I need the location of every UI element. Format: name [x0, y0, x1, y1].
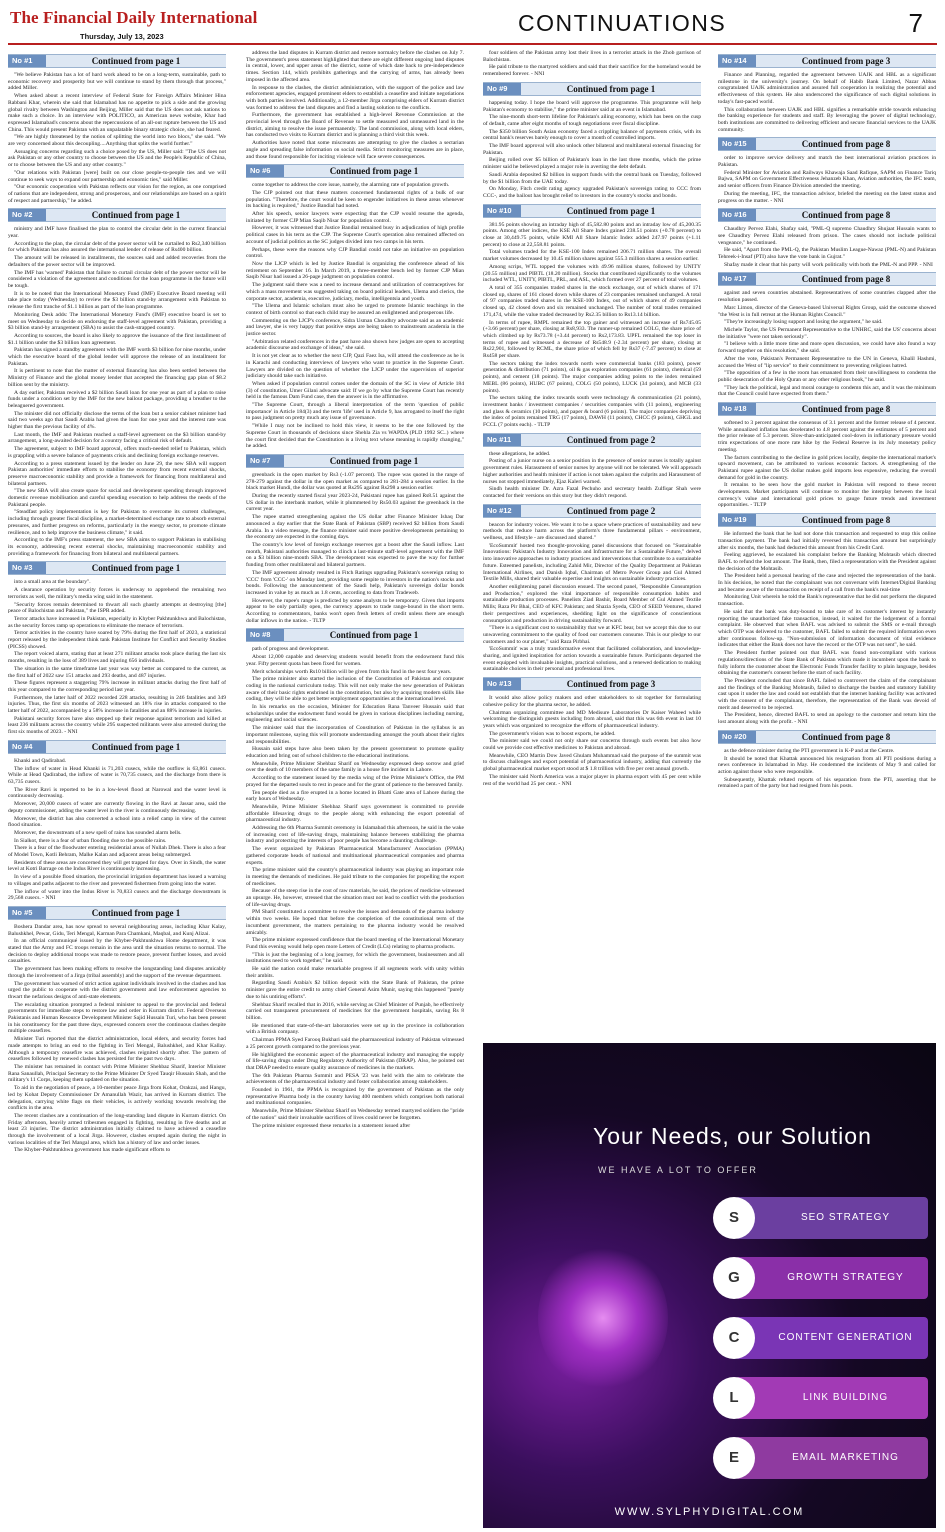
article-paragraph: Commenting on the LJCP's conference, Sidra Usman Choudhry advocate said as an academic and lawyer, she is very happy that positive steps are being taken to mainstream academia in the justice sector.: [246, 317, 464, 338]
article-paragraph: The President, hence, directed BAFL to send an apology to the customer and return him the lost amount along with the profit. - NNI: [718, 712, 936, 726]
continuation-number: No #9: [483, 83, 521, 95]
article-paragraph: ministry and IMF have finalised the plan to control the circular debt in the current financial year.: [8, 226, 226, 240]
continuation-number: No #13: [483, 678, 521, 690]
article-paragraph: Founded in 1961, the PPMA is recognized by the government of Pakistan as the only representative Pharma body in the country having 400 members which comprises both national and multinational companies.: [246, 1087, 464, 1107]
column-4: [718, 50, 936, 1040]
continuation-header: [483, 677, 701, 691]
article-paragraph: In response to the clashes, the district administration, with the support of the police and law enforcement agencies, engaged prominent elders to establish a ceasefire and initiate negotiations with both parties involved. Additionally, a 12-member Jirga comprising elders of Kurram district was formed to address the land disputes and find a lasting solution to the conflicts.: [246, 84, 464, 111]
ad-service-item[interactable]: [713, 1191, 928, 1245]
article-paragraph: It should be noted that Khattak announced his resignation from all PTI positions during a news conference in Islamabad in May. He condemned the incidents of May 9 and called for action against those who were responsible.: [718, 755, 936, 775]
masthead-rule: [8, 43, 937, 45]
article-paragraph: Feeling aggrieved, he escalated his complaint before the Banking Mohtasib which directed BAFL to refund the lost amount. The Bank, then, filed a representation with the President against the decision of the Mohtasib.: [718, 552, 936, 572]
article-paragraph: Minister Turi reported that the district administration, local elders, and security forces had made attempts to bring an end to the fighting in Teri Mengal, Balushkhel, and Khar Kallay. Although a temporary ceasefire was achieved, clashes reignited shortly after. The pattern of ceasefires followed by renewed clashes has persisted for the past two days.: [8, 1036, 226, 1063]
continuation-source: Continued from page 1: [46, 741, 226, 753]
article-paragraph: 381.95 points showing an intraday high of 45,582.80 points and an intraday low of 45,200.35 points. Among other indices, the KSE All Share Index gained 238.51 points (+0.78 percent) to close at 30,449.75 points, while KMI All Share Islamic Index added 247.97 points (+1.11 percent) to close at 22,558.81 points.: [483, 221, 701, 248]
article-paragraph: these allegations, he added.: [489, 450, 551, 457]
article-paragraph: "Our relations with Pakistan [were] built on our close people-to-people ties and we will continue to seek ways to expand our partnership and economic ties," said Miller.: [8, 169, 226, 183]
article-paragraph: Terror attacks have increased in Pakistan, especially in Khyber Pakhtunkhwa and Balochistan, as the security forces ramp up operations to eliminate the menace of terrorism.: [8, 615, 226, 629]
article-paragraph: Meanwhile, Prime Minister Shehbaz Sharif on Wednesday termed martyred soldiers the "pride of the nation" said their invaluable sacrifices of lives could never be forgotten.: [246, 1108, 464, 1121]
article-paragraph: "We believe Pakistan has a lot of hard work ahead to be on a long-term, sustainable, path to economic recovery and prosperity but we will continue to stand by them through that process," added Miller.: [8, 72, 226, 92]
ad-service-item[interactable]: [713, 1311, 928, 1365]
continuation-number: No #4: [8, 741, 46, 753]
ad-service-label: CONTENT GENERATION: [778, 1332, 913, 1343]
article-paragraph: The agreement, subject to IMF board approval, offers much-needed relief to Pakistan, which is grappling with a severe balance of payments crisis and declining foreign exchange reserves.: [8, 446, 226, 459]
article-paragraph: Federal Minister for Aviation and Railways Khawaja Saad Rafique, SAPM on Finance Tariq Bajwa, SAPM on Government Effectiveness Jehanzeb Khan, Aviation authorities, the IFC team, and senior officers from Finance Division attended the meeting.: [718, 169, 936, 190]
continuation-source: Continued from page 8: [756, 403, 936, 415]
article-paragraph: However, the rupee's range is predicted by some analysts to be temporary. Given that imports appear to be only partially open, the currency appears to trade range-bound in the short term. According to commentators, banks won't open fresh letters of credit unless there are enough dollar inflows in the nation. - TLTP: [246, 597, 464, 624]
article-paragraph: A day earlier, Pakistan received a $2 billion Saudi loan for one year as part of a plan to raise funds under a condition set by the IMF for the new bailout package, providing a breather to the beleaguered government.: [8, 389, 226, 409]
article-paragraph: Authorities have noted that some miscreants are attempting to give the clashes a sectarian angle and spreading false information on social media. Strict monitoring measures are in place, and those found responsible for inciting violence will face severe consequences.: [246, 140, 464, 160]
article-paragraph: Merit scholarships worth Rs10 billion will be given from this fund in the next four years.: [252, 668, 452, 675]
article-paragraph: The Khyber-Pakhtunkhwa government has made significant efforts to: [14, 1147, 171, 1154]
article-paragraph: The IMF agreement already resulted in Fitch Ratings upgrading Pakistan's sovereign rating to 'CCC' from 'CCC-' on Monday last, providing some respite to investors in the nation's stocks and bonds. Following the announcement of the Saudi help, Pakistan's sovereign dollar bonds increased in value by as much as 1.8 cents, according to data from Tradeweb.: [246, 569, 464, 596]
ad-service-label: EMAIL MARKETING: [792, 1452, 899, 1463]
continuation-number: No #1: [8, 55, 46, 67]
article-paragraph: On Monday, Fitch credit rating agency upgraded Pakistan's sovereign rating to CCC from CCC-, and the bailout has brought relief to investors in the country's stocks and bonds.: [483, 186, 701, 199]
continuation-header: [483, 433, 701, 447]
article-paragraph: Posting of a junior nurse on a senior position in the presence of senior nurses is totally against government rules. Harassment of senior nurses by anyone will not be tolerated. We will approach higher authorities and health minister if action is not taken against the culprits and Harassment of nurses not stopped immediately, Ejaz Kaleri warned.: [483, 458, 701, 485]
ad-service-letter: E: [713, 1437, 755, 1479]
article-paragraph: According to the plan, the circular debt of the power sector will be curtailed to Rs2,340 billion for which Pakistan has also assured the international lender of release of Rs400 billion.: [8, 240, 226, 254]
article-paragraph: These figures represent a staggering 79% increase in militant attacks during the first half of this year compared to the corresponding period last year.: [8, 680, 226, 693]
article-paragraph: Ten people died as a fire erupted in a home located in Bhatti Gate area of Lahore during the early hours of Wednesday.: [246, 789, 464, 803]
article-paragraph: It would also allow policy makers and other stakeholders to sit together for formulating cohesive policy for the pharma sector, he added.: [483, 695, 701, 708]
continuation-header: [483, 204, 701, 218]
article-paragraph: About 12,000 capable and deserving students would benefit from the endowment fund this year. Fifty percent quota has been fixed for women.: [246, 654, 464, 667]
article-paragraph: The minister said we could not only share our concerns through such events but also how could we provide cost effective medicines to Pakistan and abroad.: [483, 738, 701, 752]
article-paragraph: Meanwhile, CEO Martin Dow Javed Ghulam Muhammad said the purpose of the summit was to discuss challenges and export potential of pharmaceutical industry, adding that currently the global pharmaceutical market export stood at $ 1.8 trillion with five per cent annual growth.: [483, 752, 701, 773]
ad-subtitle: WE HAVE A LOT TO OFFER: [598, 1165, 758, 1175]
continuation-source: Continued from page 8: [756, 273, 936, 285]
article-paragraph: The recent clashes are a continuation of the long-standing land dispute in Kurram district. On Friday afternoon, heavily armed tribesmen engaged in fighting, resulting in five deaths and at least 23 injuries. The district administration initially claimed to have achieved a ceasefire through the involvement of a local Jirga. However, clashes erupted again during the night in various localities of the Teri Mangal area, which has a history of law and order issues.: [8, 1112, 226, 1146]
article-paragraph: The government has been making efforts to resolve the longstanding land disputes amicably through the involvement of a Jirga (tribal assembly) and the support of the revenue department.: [8, 966, 226, 979]
article-paragraph: He said, "Apart from the PML-Q, the Pakistan Muslim League-Nawaz (PML-N) and Pakistan Tehreek-i-Insaf (PTI) also have the vote bank in Gujrat.": [718, 247, 936, 261]
continuation-number: No #11: [483, 434, 521, 446]
article-paragraph: "We are highly threatened by the notion of splitting the world into two blocs," she said. "We are very concerned about this decoupling....Anything that splits the world further.": [8, 134, 226, 148]
article-paragraph: The IMF board approval will also unlock other bilateral and multilateral external financing for Pakistan.: [483, 143, 701, 156]
article-paragraph: Marc Limon, director of the Geneva-based Universal Rights Group, said the outcome showed "the West is in full retreat at the Human Rights Council.": [718, 304, 936, 318]
article-paragraph: "Arbitration related conferences in the past have also shown how judges are open to accepting academic discourse and exchange of ideas," she said.: [246, 338, 464, 352]
continuation-source: Continued from page 1: [521, 83, 701, 95]
article-paragraph: "Steadfast policy implementation is key for Pakistan to overcome its current challenges, including through greater fiscal discipline, a market-determined exchange rate to absorb external pressures, and further progress on reforms, particularly in the energy sector, to promote climate resilience, and to help improve the business climate," it said.: [8, 509, 226, 536]
ad-service-item[interactable]: [713, 1371, 928, 1425]
ad-glow-graphic: [538, 1243, 668, 1393]
article-paragraph: When asked about a recent interview of Federal State for Foreign Affairs Minister Hina Rabbani Khar, wherein she said that Islamabad has no appetite to pick a side and the growing global rivalry between Washington and Beijing, Miller said that the US does not ask nations to make such a choice. In an interview with POLITICO, an American news website, Khar had expressed Islamabad's concerns about the repercussions of an all-out rupture between the US and China. This would present Pakistan with an unpalatable binary strategic choice, she had feared.: [8, 93, 226, 133]
continuation-source: Continued from page 8: [756, 209, 936, 221]
article-paragraph: Finance and Planning, regarded the agreement between UAJK and HBL as a significant milestone in the university's journey. On behalf of Habib Bank Limited, Nazar Abbas congratulated UAJK administration and assured full cooperation in realizing the potential and effectiveness of this system. He also underscored the significance of such digital solutions in today's fast-paced world.: [718, 72, 936, 105]
article-paragraph: Moreover, the district has also converted a school into a relief camp in view of the current flood situation.: [8, 815, 226, 829]
article-paragraph: It is not yet clear as to whether the next CJP, Qazi Faez Isa, will attend the conference as he is in Karachi and conducting interviews of lawyers who want to practice in the Supreme Court. Lawyers are divided on the question of whether the LJCP under the supervision of superior judiciary should take such initiative.: [246, 353, 464, 380]
article-paragraph: Khanki and Qadirabad.: [14, 757, 67, 764]
article-paragraph: Meanwhile, Prime Minister Shehbaz Sharif on Wednesday expressed deep sorrow and grief over the death of 10 members of the same family in a house fire incident in Lahore.: [246, 760, 464, 774]
article-paragraph: He paid tribute to the martyred soldiers and said that their sacrifice for the homeland would be remembered forever. - NNI: [483, 64, 701, 78]
column-1: [8, 50, 226, 1524]
continuation-number: No #20: [718, 731, 756, 743]
article-paragraph: Chaudhry Pervez Elahi, Shafay said, "PML-Q supremo Chaudhry Shujaat Hussain wants to see Chaudhry Pervez Elahi released from prison. The cases should not include political vengeance," he continued.: [718, 226, 936, 246]
continuation-source: Continued from page 2: [521, 434, 701, 446]
continuation-header: [246, 628, 464, 642]
article-paragraph: The sectors taking the index towards north were commercial banks (183 points), power generation & distribution (71 points), oil & gas exploration companies (61 points), chemical (59 points), and cement (18 points). The major companies adding points to the index remained MEBL (86 points), HUBC (67 points), COLG (50 points), LUCK (34 points), and MCB (33 points).: [483, 360, 701, 394]
masthead-date: Thursday, July 13, 2023: [80, 32, 164, 41]
article-paragraph: According to the IMF's press statement, the new SBA aims to support Pakistan in stabilising its economy, addressing recent external shocks, maintaining macroeconomic stability and providing a framework for financing from bilateral and multilateral partners.: [8, 537, 226, 557]
article-paragraph: The nine-month short-term lifeline for Pakistan's ailing economy, which has been on the cusp of default, came after eight months of tough negotiations over fiscal discipline.: [483, 114, 701, 127]
article-paragraph: "They're increasingly losing support and losing the argument," he said.: [724, 319, 883, 326]
article-paragraph: The inflow of water in Head Khanki is 71,203 cusecs, while the outflow is 63,861 cusecs. While at Head Qadirabad, the inflow of water is 70,735 cusecs, and the discharge from there is 63,735 cusecs.: [8, 765, 226, 785]
continuation-source: Continued from page 1: [46, 209, 226, 221]
ad-service-item[interactable]: [713, 1251, 928, 1305]
article-paragraph: against and seven countries abstained. Representatives of some countries clapped after the resolution passed.: [718, 290, 936, 304]
ad-service-item[interactable]: [713, 1431, 928, 1485]
article-paragraph: He highlighted the economic aspect of the pharmaceutical industry and managing the supply of life-saving drugs under Drug Regulatory Authority of Pakistan (DRAP). Also, he pointed out that DRAP needed to ensure quality assurance of medicines in the markets.: [246, 1051, 464, 1071]
article-paragraph: Now the LJCP which is led by Justice Bandial is organizing the conference ahead of his retirement on September 16. In March 2019, a three-member bench led by former CJP Mian Saqib Nisar had issued a 26-page judgment on population control.: [246, 260, 464, 281]
article-paragraph: During the recently started fiscal year 2023-24, Pakistani rupee has gained Rs8.51 against the US dollar in the interbank market, while it plummeted by Rs50.03 against the greenback in the current year.: [246, 493, 464, 513]
article-paragraph: The rupee started strengthening against the US dollar after Finance Minister Ishaq Dar announced a day earlier that the State Bank of Pakistan (SBP) received $2 billion from Saudi Arabia. In a video message, the finance minister said more positive developments pertaining to the economy are expected in the coming days.: [246, 514, 464, 541]
continuation-number: No #14: [718, 55, 756, 67]
article-paragraph: He said the nation could make remarkable progress if all segments work with unity within their ambits.: [246, 966, 464, 979]
article-paragraph: The factors contributing to the decline in gold prices locally, despite the international market's upward movement, can be attributed to various economic factors. A strengthening of the Pakistani rupee against the US dollar makes gold imports less expensive, reducing the overall demand for gold in the country.: [718, 454, 936, 481]
article-paragraph: Furthermore, the government has established a high-level Revenue Commission at the provincial level through the Board of Revenue to settle measured and unmeasured land in the district, aiming to resolve the issue permanently. The land commission, along with local elders, has conducted two visits to Kurram district and is planning a third visit this week.: [246, 112, 464, 139]
continuation-source: Continued from page 8: [756, 514, 936, 526]
article-paragraph: Sindh health minister Dr. Azra Fazal Pechuho and secretary health Zulfiqar Shah were contacted for their versions on this story but they didn't respond.: [483, 486, 701, 499]
continuation-number: No #12: [483, 505, 521, 517]
continuation-number: No #15: [718, 138, 756, 150]
ad-service-letter: L: [713, 1377, 755, 1419]
article-paragraph: PM Sharif constituted a committee to resolve the issues and demands of the pharma industry within two weeks. He hoped that before the completion of the constitutional term of the incumbent government, the matters pertaining to the pharma industry would be resolved amicably.: [246, 909, 464, 936]
article-paragraph: The minister has remained in contact with Prime Minister Shehbaz Sharif, Interior Minister Rana Sanaullah, Principal Secretary to the Prime Minister Dr Syed Tauqir Hussain Shah, and the military's 11 Corps, keeping them updated on the situation.: [8, 1064, 226, 1084]
article-paragraph: The CJP pointed out that these matters concerned fundamental rights of a bulk of our population. "Therefore, the court would be keen to engender initiatives in these areas whenever its backing is required," Justice Bandial had noted.: [246, 189, 464, 210]
continuation-source: Continued from page 1: [46, 55, 226, 67]
article-paragraph: The prime minister expressed these remarks in a statement issued after: [252, 1122, 411, 1129]
article-paragraph: However, it was witnessed that Justice Bandial remained busy in adjudication of high profile political cases in his term as the CJP. The Supreme Court's operation also remained affected on account of judicial politics as the SC judges divided into two camps in his term.: [246, 225, 464, 245]
article-paragraph: The 6th Pakistan Pharma Summit and PESA '23 was held with the aim to celebrate the achievements of the pharmaceutical industry and foster collaboration among stakeholders.: [246, 1072, 464, 1086]
article-paragraph: path of progress and development.: [252, 646, 330, 653]
article-paragraph: four soldiers of the Pakistan army lost their lives in a terrorist attack in the Zhob garrison of Balochistan.: [483, 50, 701, 63]
article-paragraph: Boshera Dandar area, has now spread to several neighbouring areas, including Khar Kalay, Balushkhel, Pewar, Gidu, Teri Mengal, Karman Para Chamkani, Maqbal, and Kunj Alizai.: [8, 923, 226, 937]
continuation-header: [483, 82, 701, 96]
masthead: [8, 6, 937, 42]
continuation-header: [8, 208, 226, 222]
article-paragraph: 'EcoSummit' was a truly transformative event that facilitated collaboration, and knowledge-sharing, and ignited inspiration for action towards a sustainable future. Participants departed the event equipped with invaluable insights, practical solutions, and a renewed dedication to making sustainable choices in their personal and professional lives.: [483, 646, 701, 673]
continuation-header: [8, 740, 226, 754]
article-paragraph: The government has warned of strict action against individuals involved in the clashes and has urged the public to cooperate with the district government and law enforcement agencies to thwart the nefarious designs of anti-state elements.: [8, 980, 226, 1000]
article-paragraph: The $350 billion South Asian economy faced a crippling balance of payments crisis, with its central bank's reserves barely enough to cover a month of controlled imports.: [483, 128, 701, 142]
article-paragraph: The situation in the same timeframe last year was way better as compared to the current, as the first half of 2022 saw 151 attacks and 293 deaths, and 487 injuries.: [8, 665, 226, 679]
article-paragraph: In his remarks on the occasion, Minister for Education Rana Tanveer Hussain said that scholarships under the endowment fund would be given in various disciplines including nursing, engineering and social sciences.: [246, 704, 464, 724]
article-paragraph: order to improve service delivery and match the best international aviation practices in Pakistan.: [718, 155, 936, 169]
article-paragraph: "There is a significant cost to sustainability that we at KFC bear, but we accept this due to our unwavering commitment to the quality of food our customers consume. This is our pledge to our customers and to our planet," said Raza Pirbhai.: [483, 625, 701, 645]
article-paragraph: happening today. I hope the board will approve the programme. This programme will help Pakistan's economy to stabilise," the prime minister said at an event in Islamabad.: [483, 99, 701, 113]
continuation-number: No #6: [246, 165, 284, 177]
article-paragraph: After his speech, senior lawyers were expecting that the CJP would resume the agenda, initiated by former CJP Mian Saqib Nisar for population control.: [246, 211, 464, 224]
article-paragraph: The IMF has 'warned' Pakistan that failure to curtail circular debt of the power sector will be considered a violation of the agreement and conditions for the loan programme in the future will be tough.: [8, 269, 226, 289]
article-paragraph: Last month, the IMF and Pakistan reached a staff-level agreement on the $3 billion stand-by arrangement, a long-awaited decision for a country facing a critical risk of default.: [8, 431, 226, 445]
ad-service-letter: G: [713, 1257, 755, 1299]
article-paragraph: Monitoring Unit wherein he told the Bank's representative that he did not perform the disputed transaction.: [718, 594, 936, 608]
continuation-source: Continued from page 3: [521, 678, 701, 690]
continuation-source: Continued from page 1: [284, 629, 464, 641]
article-paragraph: He informed the bank that he had not done this transaction and requested to stop this online transaction payment. The bank had initially reversed this transaction amount but surprisingly after six months, the bank had deducted this amount from his Credit Card.: [718, 531, 936, 551]
ad-service-label: LINK BUILDING: [802, 1392, 889, 1403]
article-paragraph: Because of the steep rise in the cost of raw materials, he said, the prices of medicine witnessed an upsurge. He, however, stressed that the situation must not lead to conflict with the production of life-saving drugs.: [246, 888, 464, 908]
advertisement[interactable]: [483, 1043, 936, 1528]
article-paragraph: Residents of these areas are concerned they will get trapped for days. Over in Sindh, the water level at Kotri Barrage on the Indus River is continuously increasing.: [8, 859, 226, 873]
article-paragraph: Meanwhile, Prime Minister Shehbaz Sharif says government is committed to provide affordable lifesaving drugs to the people along with enhancing the export potential of pharmaceutical industry.: [246, 803, 464, 824]
continuation-header: [246, 454, 464, 468]
continuation-number: No #5: [8, 907, 46, 919]
article-paragraph: Chairman PPMA Syed Farooq Bukhari said the pharmaceutical industry of Pakistan witnessed a 25 percent growth compared to the previous year.: [246, 1037, 464, 1050]
continuation-source: Continued from page 1: [46, 907, 226, 919]
article-paragraph: Chairman organizing committee and MD Medisure Laboratories Dr Kaiser Waheed while welcoming the distinguish guests including from abroad, said that this was 6th event in last 10 years which was organized to recognize the efforts of pharmaceutical industry.: [483, 709, 701, 729]
article-paragraph: "While I may not be inclined to hold this view, it seems to be the one followed by the Supreme Court in thousands of decisions since Shehla Zia vs WAPDA (PLD 1992 SC..) where the court first decided that the Constitution is a living text whose meaning is rapidly changing," he added.: [246, 423, 464, 450]
continuation-source: Continued from page 1: [284, 165, 464, 177]
continuation-number: No #7: [246, 455, 284, 467]
article-paragraph: "I believe with a little more time and more open discussion, we could have also found a way forward together on this resolution," she said.: [718, 341, 936, 355]
article-paragraph: Moreover, 20,000 cusecs of water are currently flowing in the Ravi at Jassar area, said the deputy commissioner, adding the water level in the river is continuously decreasing.: [8, 801, 226, 814]
article-paragraph: It is pertinent to note that the matter of external financing has also been settled between the Ministry of Finance and the global money lender that accepted the financing gap plan of $8.2 billion sent by the ministry.: [8, 368, 226, 388]
article-paragraph: Assuaging concerns regarding such a choice posed by the US, Miller said: "The US does not ask Pakistan or any other country to choose between the US and the People's Republic of China, or to choose between the US and any other country.": [8, 148, 226, 169]
article-paragraph: According to sources, the board is also likely to approve the issuance of the first installment of $1.1 billion under the $3 billion loan agreement.: [8, 332, 226, 346]
article-paragraph: A clearance operation by security forces is underway to apprehend the remaining two terrorists as well, the military's media wing said in the statement.: [8, 587, 226, 600]
continuation-source: Continued from page 8: [756, 138, 936, 150]
continuation-header: [8, 561, 226, 575]
article-paragraph: Monitoring Desk adds: The International Monetary Fund's (IMF) executive board is set to meet on Wednesday to decide on endorsing the staff-level agreement with Pakistan, providing a $3 billion stand-by arrangement (SBA) to assist the cash-strapped country.: [8, 311, 226, 332]
ad-service-label: SEO STRATEGY: [800, 1212, 891, 1223]
article-paragraph: Addressing the 6th Pharma Summit ceremony in Islamabad this afternoon, he said in the wake of increasing cost of life-saving drugs, maintaining balance between stabilizing the pharma industry and protecting the interests of poor people has become a daunting challenge.: [246, 825, 464, 845]
article-paragraph: In terms of rupee, RMPL remained the top gainer and witnessed an increase of Rs745.05 (+3.66 percent) per share, closing at Rs8,933. The runner-up remained COLG, the share price of which climbed up by Rs73.78 (+3.44 percent) to Rs2,173.83. UPFL remained the top loser in terms of rupee and witnessed a decrease of Rs548.9 (-2.34 percent) per share, closing at Rs22,901, followed by RCML, the share price of which fell by Rs37 (-7.47 percent) to close at Rs458 per share.: [483, 319, 701, 360]
article-paragraph: Saudi Arabia deposited $2 billion in support funds with the central bank on Tuesday, followed by the $1 billion from the UAE today.: [483, 171, 701, 185]
article-paragraph: "The new SBA will also create space for social and development spending through improved domestic revenue mobilisation and careful spending execution to help address the needs of the Pakistani people.: [8, 488, 226, 508]
article-paragraph: A total of 355 companies traded shares in the stock exchange, out of which shares of 171 closed up, shares of 161 closed down while shares of 23 companies remained unchanged. A total of 97 companies traded shares in the KSE-100 Index, out of which shares of 49 companies closed up, 42 closed down and six remained unchanged. The number of total trades remained 171,474, while the value traded decreased by Rs2.35 billion to Rs13.14 billion.: [483, 284, 701, 318]
ad-service-list: [713, 1191, 928, 1491]
article-paragraph: The River Ravi is reported to be in a low-level flood at Narowal and the water level is continuously decreasing.: [8, 786, 226, 800]
article-paragraph: The prime minister expressed confidence that the board meeting of the International Monetary Fund this evening would help open more Letters of Credit (LCs) relating to pharma products.: [246, 937, 464, 950]
article-paragraph: The event organized by Pakistan Pharmaceutical Manufacturers' Association (PPMA) gathered corporate heads of national and multinational pharmaceutical companies and pharma experts.: [246, 846, 464, 866]
article-paragraph: The President held a personal hearing of the case and rejected the representation of the bank. In his decision, he noted that the complainant was not conversant with Internet/Digital Banking and became aware of the transaction on receipt of a call from the bank's real-time: [718, 573, 936, 593]
article-paragraph: Pakistani security forces have also stepped up their response against terrorism and killed at least 236 militants across the country while 295 suspected militants were also arrested during the first six months of 2023. - NNI: [8, 715, 226, 736]
article-paragraph: Perhaps, these were the reasons why CJP Bandial could not take an initiative on population control.: [246, 246, 464, 260]
continuation-header: [718, 137, 936, 151]
article-paragraph: The President further pointed out that BAFL was found non-compliant with various regulations/directions of the State Bank of Pakistan which made it incumbent upon the bank to fully inform the customer about the Electronic Funds Transfer facility to plain language, besides obtaining the customer's consent before the start of such facility.: [718, 650, 936, 677]
continuation-number: No #3: [8, 562, 46, 574]
article-paragraph: Beijing rolled over $5 billion of Pakistan's loan in the last three months, which the prime minister said he believed played a major role in averting the debt default.: [483, 157, 701, 171]
page-number: 7: [908, 8, 923, 38]
article-paragraph: The government's vision was to boost exports, he added.: [489, 730, 616, 737]
continuation-number: No #19: [718, 514, 756, 526]
article-paragraph: In Sialkot, there is a fear of urban flooding due to the possible rains.: [14, 837, 167, 844]
article-paragraph: come together to address the core issue, namely, the alarming rate of population growth.: [252, 182, 450, 189]
article-paragraph: as the defence minister during the PTI government in K-P and at the Centre.: [724, 747, 895, 754]
article-paragraph: The judgment said there was a need to increase demand and utilization of contraceptives for which a mass movement was suggested taking on board political leaders, Ulema and clerics, the corporate sector, academia, executive, judiciary, media, intelligentsia and youth.: [246, 282, 464, 302]
ad-service-label: GROWTH STRATEGY: [787, 1272, 904, 1283]
article-paragraph: In an official communiqué issued by the Khyber-Pakhtunkhwa Home department, it was stated that the Army and FC troops remain in the area until the situation returns to normal. The decision to deploy additional troops was made to restore peace, prevent further losses, and avoid casualties.: [8, 938, 226, 965]
continuation-number: No #10: [483, 205, 521, 217]
continuation-header: [718, 402, 936, 416]
article-paragraph: Shehbaz Sharif recalled that in 2016, while serving as Chief Minister of Punjab, he effectively carried out transparent procurement of medicines for the government hospitals, saving Rs 8 billion.: [246, 1001, 464, 1021]
article-paragraph: According to a press statement issued by the lender on June 29, the new SBA will support Pakistan authorities' immediate efforts to stabilise the economy from recent external shocks, preserve macroeconomic stability and provide a framework for financing from multilateral and bilateral partners.: [8, 460, 226, 487]
continuation-header: [246, 164, 464, 178]
continuation-header: [8, 906, 226, 920]
article-paragraph: 'EcoSummit' hosted two thought-provoking panel discussions that focused on "Sustainable Innovations: Pakistan's Industry Innovation and Infrastructure for a Sustainable Future," delved into innovative approaches to industry practices and interventions that contribute to a sustainable future. Esteemed panelists, including Zahid Mir, Director of the Quality Department at Pakistan International Airlines, and Danish Iqbal, Chairman of Metro Power Group and Gul Ahmed Textile Mills, shared their valuable expertise and insights on sustainable industry practices.: [483, 542, 701, 583]
article-paragraph: The prime minister also started the inclusion of the Constitution of Pakistan and computer coding in the national curriculum today. This will not only make the new generation of Pakistan aware of their basic rights enshrined in the constitution, but also by acquiring modern skills like coding, they will be able to get better employment opportunities at the international level.: [246, 676, 464, 703]
article-paragraph: The minister said that the incorporation of Constitution of Pakistan in the syllabus is an important milestone, saying this will promote understanding amongst the youth about their rights and responsibilities.: [246, 725, 464, 745]
continuation-header: [8, 54, 226, 68]
continuation-number: No #18: [718, 403, 756, 415]
continuation-number: No #16: [718, 209, 756, 221]
article-paragraph: The minister did not officially disclose the terms of the loan but a senior cabinet minister had said two weeks ago that Saudi Arabia had given the loan for one year and the interest rate was higher than the previous facility of 4%.: [8, 410, 226, 431]
article-paragraph: The amount will be released in installments, the sources said and added recoveries from the defaulters of the power sector will be improved.: [8, 255, 226, 268]
ad-url[interactable]: WWW.SYLPHYDIGITAL.COM: [614, 1506, 805, 1518]
article-paragraph: It remains to be seen how the gold market in Pakistan will respond to these recent developments. Market participants will continue to monitor the interplay between the local currency's value and international gold prices to gauge future trends and investment opportunities. - TLTP: [718, 482, 936, 509]
section-title: CONTINUATIONS: [518, 10, 727, 36]
article-paragraph: Michele Taylor, the US Permanent Representative to the UNHRC, said the US' concerns about the initiative "were not taken seriously".: [718, 326, 936, 340]
article-paragraph: During the meeting, IFC, the transaction advisor, briefed the meeting on the latest status and progress on the matter. - NNI: [718, 190, 936, 204]
article-paragraph: The sectors taking the index towards south were technology & communication (21 points), investment banks / investment companies / securities companies with (11 points), engineering and glass & ceramics (10 points), and paper & board (6 points). The major companies depriving the index of points remained TRG (17 points), DAWH (11 points), CHCC (9 points), GHGL and FCCL (7 points each). - TLTP: [483, 395, 701, 429]
article-paragraph: The report voiced alarm, stating that at least 271 militant attacks took place during the last six months, resulting in the loss of 389 lives and injuring 656 individuals.: [8, 651, 226, 665]
continuation-source: Continued from page 8: [756, 731, 936, 743]
article-paragraph: To aid in the negotiation of peace, a 10-member peace Jirga from Kohat, Orakzai, and Hangu, led by Kohat Deputy Commissioner Dr Amanullah Wazir, has arrived in Kurram district. The delegation, carrying white flags on their vehicles, is actively working towards resolving the conflicts in the area.: [8, 1085, 226, 1112]
article-paragraph: There is a fear of the floodwater entering residential areas of Nullah Dhek. There is also a fear of Model Town, Kotli Behram, Malke Kalan and adjacent areas being submerged.: [8, 845, 226, 859]
article-paragraph: The prime minister said the country's pharmaceutical industry was playing an important role in meeting the demands of medicines. He paid tribute to the companies for propelling the export of medicines.: [246, 867, 464, 887]
continuation-number: No #17: [718, 273, 756, 285]
article-paragraph: "The opposition of a few in the room has emanated from their unwillingness to condemn the public desecration of the Holy Quran or any other religious book," he said.: [718, 370, 936, 383]
article-paragraph: The country's low level of foreign exchange reserves got a boost after the Saudi inflow. Last month, Pakistani authorities managed to clinch a last-minute staff-level agreement with the IMF on a $3 billion nine-month SBA. The development was expected to pave the way for further funding from other multilateral and bilateral partners.: [246, 542, 464, 569]
article-paragraph: "The Ulema and Islamic scholars must also be urged to promote Islamic teachings in the context of birth control so that each child may be assured an enlightened and prosperous life.: [246, 303, 464, 316]
article-paragraph: "Security forces remain determined to thwart all such ghastly attempts at destroying [the] peace of Balochistan and Pakistan," the ISPR added.: [8, 601, 226, 615]
column-3: [483, 50, 701, 1040]
article-paragraph: Among scrips, WTL topped the volumes with 49.96 million shares, followed by UNITY (20.55 million) and PIBTL (18.20 million). Stocks that contributed significantly to the volumes included WTL, UNITY, PIBTL, PRL, and ASL, which formed over 27 percent of total volumes.: [483, 263, 701, 284]
article-paragraph: into a small area at the boundary".: [14, 579, 91, 586]
masthead-title: The Financial Daily International: [10, 8, 258, 27]
continuation-header: [718, 730, 936, 744]
continuation-number: No #8: [246, 629, 284, 641]
continuation-source: Continued from page 1: [284, 455, 464, 467]
article-paragraph: It is to be noted that the International Monetary Fund (IMF) Executive Board meeting will take place today (Wednesday) to review the $3 billion stand-by arrangement with Pakistan to release the first tranche of $1.1 billion as part of the loan programme.: [8, 290, 226, 311]
article-paragraph: He said that the bank was duty-bound to take care of its customer's interest by instantly reporting the unauthorized fake transaction, instead, it waited for the lodgement of a formal complaint. He observed that when BAFL was advised to submit the SMS or e-mail through which OTP was delivered to the customer, BAFL failed to submit the required information even after continuous follow-up. "Non-submission of information document of vital evidence indicates that either the Bank does not have the record or the OTP was not sent", he said.: [718, 608, 936, 649]
article-paragraph: According to the statement issued by the media wing of the Prime Minister's Office, the PM prayed for the departed souls to rest in peace and for the grant of patience to the bereaved family.: [246, 775, 464, 788]
continuation-source: Continued from page 2: [521, 505, 701, 517]
continuation-header: [718, 54, 936, 68]
continuation-source: Continued from page 3: [756, 55, 936, 67]
article-paragraph: "Our economic cooperation with Pakistan reflects our vision for the region, as one comprised of nations that are independent, strong and prosperous, and our relationships are based on a spirit of respect and partnership," he added.: [8, 184, 226, 204]
article-paragraph: Pakistan has signed a standby agreement with the IMF worth $3 billion for nine months, under which the executive board of the global lender will approve the release of an installment for Pakistan.: [8, 347, 226, 367]
article-paragraph: This collaboration between UAJK and HBL signifies a remarkable stride towards enhancing the banking experience for students and staff. By leveraging the power of digital technology, both institutions are committed to delivering efficient and secure financial services to the UAJK community.: [718, 106, 936, 133]
article-paragraph: The President concluded that since BAFL failed to controvert the claim of the complainant and the findings of the Banking Mohtasib, failed to discharge the burden and statutory liability cast upon it under the law and could not establish that the internet banking facility was activated with the consent of the complainant, therefore, the representation of the Bank was devoid of merit and deserved to be rejected.: [718, 677, 936, 711]
ad-service-letter: S: [713, 1197, 755, 1239]
article-paragraph: "The Supreme Court, through a liberal interpretation of the term 'question of public importance' in Article 184(3) and the term 'life' used in Article 9, has arrogated to itself the right to pass judgment on pretty much any issue of governance.: [246, 402, 464, 422]
article-paragraph: The minister said North America was a major player in pharma export with 45 per cent while rest of the world had 25 per cent. - NNI: [483, 773, 701, 787]
article-paragraph: Shafay made it clear that his party will work politically with both the PML-N and PPP. - NNI: [724, 261, 933, 268]
article-paragraph: Regarding Saudi Arabia's $2 billion deposit with the State Bank of Pakistan, the prime minister gave the entire credit to army chief General Asim Munir, saying this happened "purely due to his untiring efforts".: [246, 980, 464, 1000]
article-paragraph: The escalating situation prompted a federal minister to appeal to the provincial and federal governments for immediate steps to restore law and order in Kurram district. Federal Overseas Pakistanis and Human Resource Development Minister Sajid Hussain Turi, who has been present in his constituency for the past three days, expressed concern over the continuous clashes despite multiple ceasefires.: [8, 1001, 226, 1035]
continuation-header: [718, 272, 936, 286]
article-paragraph: "They lack the political, legal and moral courage to condemn this act, and it was the minimum that the Council could have expected from them.": [718, 384, 936, 398]
article-paragraph: After the vote, Pakistan's Permanent Representative to the UN in Geneva, Khalil Hashmi, accused the West of "lip service" to their commitment to preventing religious hatred.: [718, 355, 936, 369]
column-2: [246, 50, 464, 1524]
article-paragraph: Furthermore, the latter half of 2022 recorded 228 attacks, resulting in 246 fatalities and 349 injuries. Thus, the first six months of 2023 witnessed an 18% rise in attacks compared to the latter half of 2022, accompanied by a 58% increase in fatalities and an 88% increase in injuries.: [8, 694, 226, 715]
article-paragraph: When asked if population control comes under the domain of the SC in view of Article 184 (3) of constitution, Umer Gilani advocate said: If we go by what the Supreme Court has recently held in the famous Dam Fund case, then the answer is in the affirmative.: [246, 380, 464, 401]
article-paragraph: He mentioned that state-of-the-art laboratories were set up in the province in collaboration with a British company.: [246, 1022, 464, 1036]
article-paragraph: greenback in the open market by Rs3 (-1.07 percent). The rupee was quoted in the range of 278-279 against the dollar in the open market as compared to 281-284 a session earlier. In the black market Hundi, the dollar was quoted at Rs295 against Rs298 a session earlier.: [246, 471, 464, 492]
article-paragraph: "This is just the beginning of a long journey, for which the government, businessmen and all institutions need to work together," he said.: [246, 951, 464, 965]
continuation-header: [483, 504, 701, 518]
article-paragraph: address the land disputes in Kurram district and restore normalcy before the clashes on July 7. The government's press statement highlighted that there are eight different ongoing land disputes in central, lower, and upper areas of the district, some of which date back to pre-independence times. Section 144, which prohibits gatherings and the carrying of arms, has already been imposed in the affected area.: [246, 50, 464, 83]
continuation-header: [718, 208, 936, 222]
article-paragraph: Hussain said steps have also been taken by the present government to promote quality education and bring out of school children to the educational institutions.: [246, 746, 464, 759]
article-paragraph: Subsequently, Khattak refuted reports of his separation from the PTI, asserting that he remained a part of the party but had resigned from his posts.: [718, 776, 936, 790]
continuation-header: [718, 513, 936, 527]
article-paragraph: Moreover, the downstream of a new spell of rains has sounded alarm bells.: [14, 829, 182, 836]
article-paragraph: Total volumes traded for the KSE-100 Index remained 206.71 million shares. The overall market volumes decreased by 10.45 million shares against 555.3 million shares a session earlier.: [483, 249, 701, 263]
continuation-source: Continued from page 1: [521, 205, 701, 217]
article-paragraph: softened to 3 percent against the consensus of 3.1 percent and the former release of 4 percent. While annualized inflation has decelerated to 4.8 percent against the estimates of 5 percent and the prior release of 5.3 percent. Slow-than-anticipated cool-down in inflationary pressure would trim expectations of one more rate hike by the Federal Reserve in its July monetary policy meeting.: [718, 420, 936, 453]
continuation-number: No #2: [8, 209, 46, 221]
article-paragraph: In view of a possible flood situation, the provincial irrigation department has issued a warning to villages and paths adjacent to the river and prevented fishermen from going into the water.: [8, 874, 226, 887]
ad-service-letter: C: [713, 1317, 755, 1359]
article-paragraph: Another enlightening panel discussion ensued. The second panel, "Responsible Consumption and Production," explored the vital importance of responsible consumption habits and sustainable production processes. Panelists Ziad Bashir, Board Member of Gul Ahmed Textile Mills; Raza Pir Bhai, CEO of KFC Pakistan; and Shazia Syeda, CEO of SEED Ventures, shared their perspectives and experiences, shedding light on the significance of conscientious consumption and production in driving sustainability forward.: [483, 584, 701, 624]
ad-title: Your Needs, our Solution: [593, 1123, 872, 1149]
article-paragraph: The inflow of water into the Indus River is 70,833 cusecs and the discharge downstream is 29,568 cusecs. - NNI: [8, 888, 226, 902]
article-paragraph: Terror activities in the country have soared by 79% during the first half of 2023, a statistical report released by the independent think tank Pakistan Institute for Conflict and Security Studies (PICSS) showed.: [8, 630, 226, 650]
continuation-source: Continued from page 1: [46, 562, 226, 574]
article-paragraph: beacon for industry voices. We want it to be a space where practices of sustainability and new methods that reduce harm across the platform's three fundamental pillars - environment, wellness, and lifestyle - are discussed and shared.": [483, 521, 701, 542]
